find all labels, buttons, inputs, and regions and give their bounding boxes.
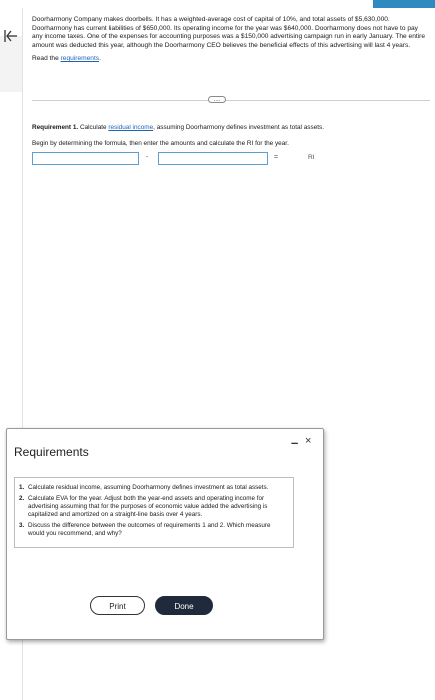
begin-instruction: Begin by determining the formula, then enter the amounts and calculate the RI for the year. — [32, 140, 289, 147]
requirements-dialog — [6, 428, 324, 640]
requirements-link[interactable]: requirements — [60, 55, 100, 63]
requirements-list — [19, 484, 287, 538]
top-bar — [0, 0, 435, 8]
requirement-number: 2. — [19, 495, 25, 502]
sidebar-highlight — [0, 36, 22, 92]
collapse-left-arrow-icon[interactable] — [3, 28, 19, 44]
formula-field-2[interactable] — [158, 152, 268, 165]
divider-line — [32, 100, 430, 101]
requirement-1-text-after: , assuming Doorharmony defines investment as total assets. — [153, 124, 324, 131]
requirement-text: Calculate EVA for the year. Adjust both the year-end assets and operating income for advertising assuming that for the purposes of economic value added the advertising is capitalized and amortized on a straight-line basis over 4 years. — [28, 495, 268, 518]
requirement-number: 3. — [19, 522, 25, 529]
problem-section — [32, 16, 427, 62]
top-accent-bar — [373, 0, 435, 8]
requirement-item — [19, 495, 287, 519]
residual-income-link[interactable]: residual income — [108, 124, 154, 131]
expand-more-button[interactable]: .... — [208, 96, 226, 103]
requirements-list-box — [14, 477, 294, 548]
read-suffix: . — [99, 55, 101, 63]
formula-field-1[interactable] — [32, 152, 139, 165]
ri-formula-row — [32, 152, 342, 166]
close-icon[interactable]: × — [305, 435, 312, 447]
ri-result-label: RI — [308, 154, 315, 161]
requirement-text: Discuss the difference between the outcomes of requirements 1 and 2. Which measure would you recommend, and why? — [28, 522, 271, 537]
problem-text: Doorharmony Company makes doorbells. It has a weighted-average cost of capital of 10%, and total assets of $5,630,000. Doorharmony has current liabilities of $650,000. Its operating income for the year was $640,000. Doorharmony does not have to pay any income taxes. One of the expenses for accounting purposes was a $150,000 advertising campaign run in early January. The entire amount was deducted this year, although the Doorharmony CEO believes the beneficial effects of this advertising will last 4 years. — [32, 16, 426, 49]
requirement-item — [19, 522, 287, 538]
section-divider — [32, 97, 430, 103]
requirement-1-instruction — [32, 124, 324, 131]
requirement-number: 1. — [19, 484, 25, 491]
read-prefix: Read the — [32, 55, 61, 63]
done-button[interactable]: Done — [155, 596, 213, 615]
minus-operator: - — [146, 154, 149, 161]
requirement-1-text-before: Calculate — [78, 124, 109, 131]
dialog-title: Requirements — [14, 445, 89, 459]
minimize-icon[interactable]: – — [291, 435, 299, 450]
read-requirements-line — [32, 55, 427, 62]
requirement-text: Calculate residual income, assuming Doorharmony defines investment as total assets. — [28, 484, 269, 491]
print-button[interactable]: Print — [90, 596, 145, 615]
requirement-item — [19, 484, 287, 492]
requirement-1-label: Requirement 1. — [32, 124, 79, 131]
equals-operator: = — [274, 154, 279, 161]
